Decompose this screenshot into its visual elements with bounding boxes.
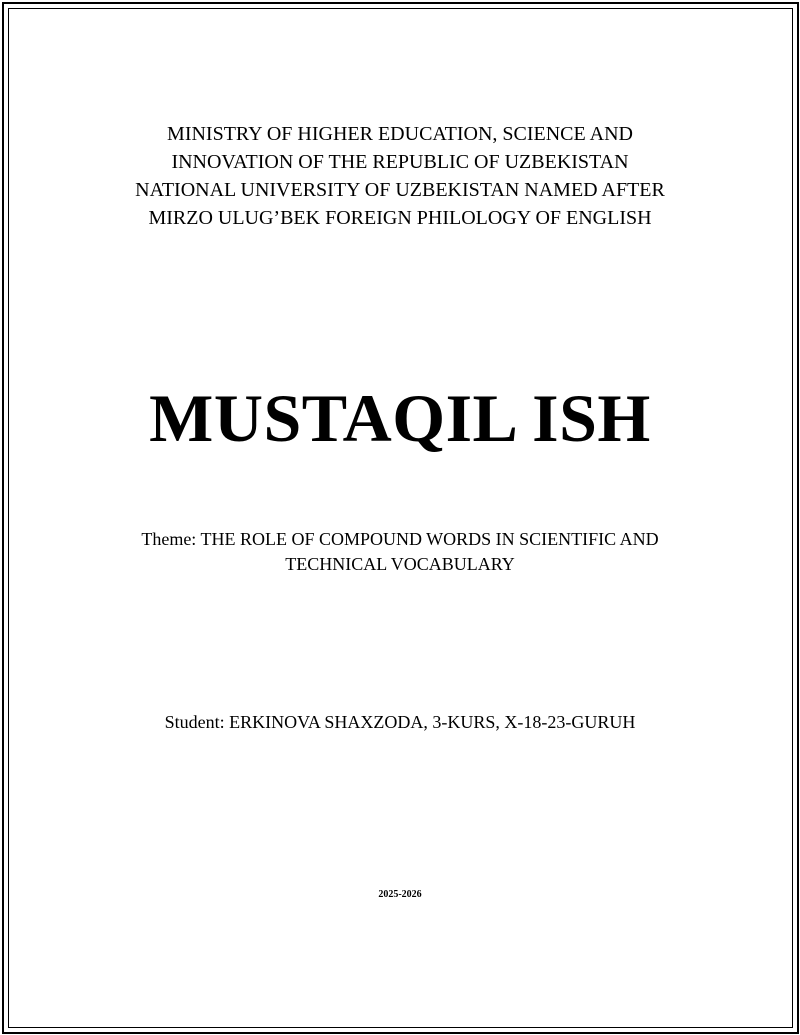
header-line: MINISTRY OF HIGHER EDUCATION, SCIENCE AND xyxy=(167,123,633,145)
theme-line: Theme: THE ROLE OF COMPOUND WORDS IN SCIENTIFIC AND xyxy=(141,529,659,549)
document-title: MUSTAQIL ISH xyxy=(149,380,651,456)
institution-header xyxy=(0,120,800,232)
theme-block xyxy=(0,527,800,577)
academic-year: 2025-2026 xyxy=(378,889,422,900)
header-line: INNOVATION OF THE REPUBLIC OF UZBEKISTAN xyxy=(171,151,629,173)
header-line: MIRZO ULUG’BEK FOREIGN PHILOLOGY OF ENGLISH xyxy=(148,207,652,229)
student-info: Student: ERKINOVA SHAXZODA, 3-KURS, X-18-23-GURUH xyxy=(164,712,636,732)
header-line: NATIONAL UNIVERSITY OF UZBEKISTAN NAMED AFTER xyxy=(135,179,665,201)
theme-line: TECHNICAL VOCABULARY xyxy=(285,554,515,574)
